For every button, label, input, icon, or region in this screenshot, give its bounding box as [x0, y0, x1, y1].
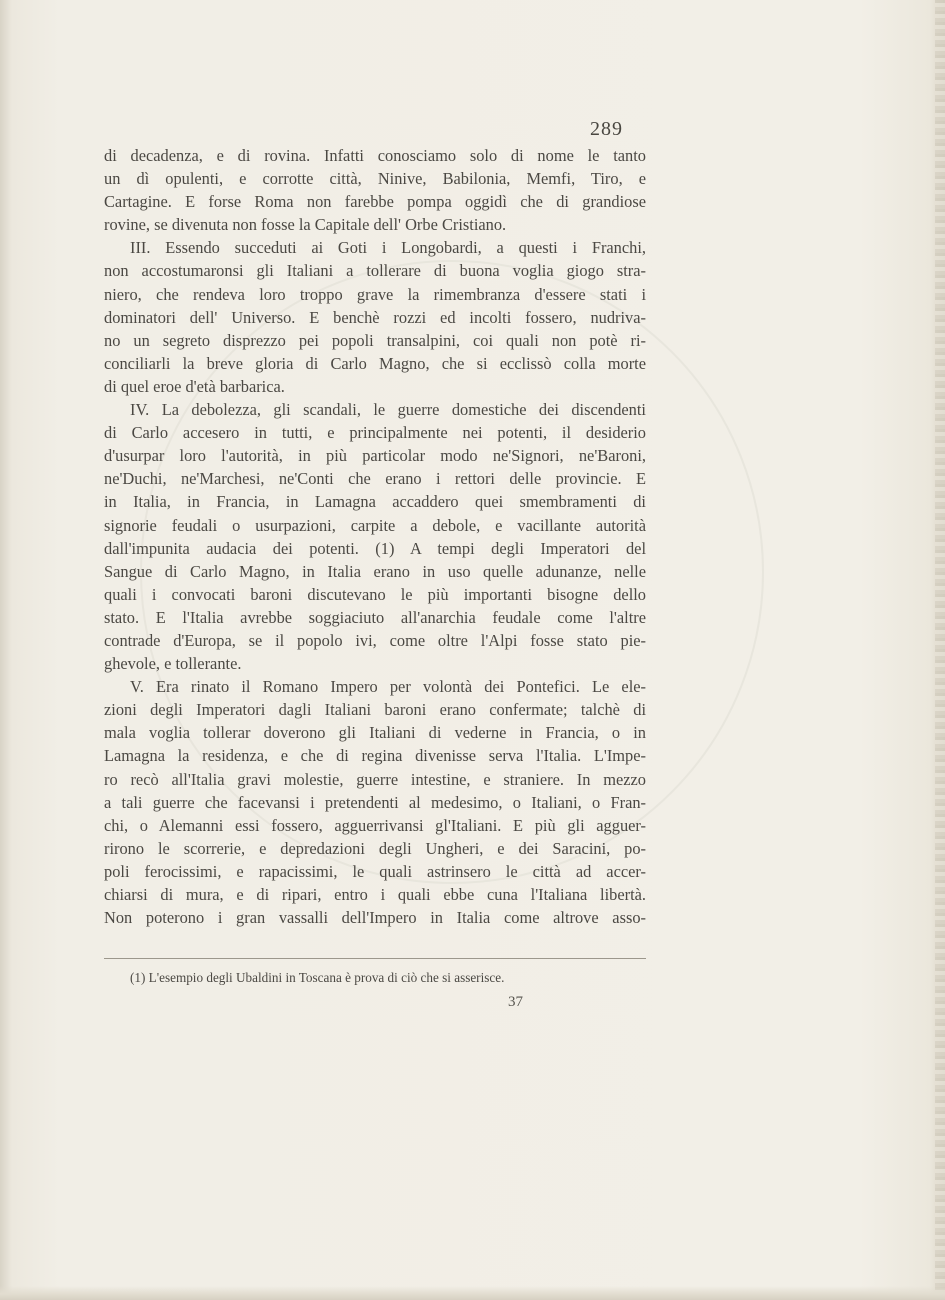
footnote: (1) L'esempio degli Ubaldini in Toscana è prova di ciò che si asserisce.	[130, 970, 505, 985]
text-line: ghevole, e tollerante.	[104, 654, 242, 674]
text-line: rovine, se divenuta non fosse la Capitale dell' Orbe Cristiano.	[104, 215, 507, 235]
text-line: Cartagine. E forse Roma non farebbe pompa oggidì che di grandiose	[104, 192, 646, 212]
footnote-rule	[104, 958, 646, 959]
page-edge-right	[935, 0, 945, 1300]
text-line: zioni degli Imperatori dagli Italiani baroni erano confermate; talchè di	[104, 700, 646, 720]
paragraph-start-line: V. Era rinato il Romano Impero per volontà dei Pontefici. Le ele-	[130, 677, 646, 697]
text-line: quali i convocati baroni discutevano le più importanti bisogne dello	[104, 584, 646, 604]
text-line: Non poterono i gran vassalli dell'Impero in Italia come altrove asso-	[104, 908, 646, 928]
text-line: contrade d'Europa, se il popolo ivi, come oltre l'Alpi fosse stato pie-	[104, 630, 646, 650]
page-number: 289	[590, 118, 623, 140]
text-line: stato. E l'Italia avrebbe soggiaciuto all'anarchia feudale come l'altre	[104, 607, 646, 627]
text-line: Lamagna la residenza, e che di regina divenisse serva l'Italia. L'Impe-	[104, 746, 646, 766]
text-line: no un segreto disprezzo pei popoli transalpini, coi quali non potè ri-	[104, 330, 646, 350]
paragraph-start-line: III. Essendo succeduti ai Goti i Longobardi, a questi i Franchi,	[130, 238, 646, 258]
text-line: signorie feudali o usurpazioni, carpite a debole, e vacillante autorità	[104, 515, 646, 535]
text-line: niero, che rendeva loro troppo grave la rimembranza d'essere stati i	[104, 284, 646, 304]
text-line: un dì opulenti, e corrotte città, Ninive, Babilonia, Memfi, Tiro, e	[104, 169, 646, 189]
body-text	[104, 144, 646, 929]
text-line: non accostumaronsi gli Italiani a tollerare di buona voglia giogo stra-	[104, 261, 646, 281]
page-edge-bottom	[0, 1286, 945, 1300]
text-line: di quel eroe d'età barbarica.	[104, 376, 285, 396]
text-line: di decadenza, e di rovina. Infatti conosciamo solo di nome le tanto	[104, 146, 646, 165]
text-line: ro recò all'Italia gravi molestie, guerre intestine, e straniere. In mezzo	[104, 769, 646, 789]
text-line: mala voglia tollerar doverono gli Italiani di vederne in Francia, o in	[104, 723, 646, 743]
text-line: a tali guerre che facevansi i pretendenti al medesimo, o Italiani, o Fran-	[104, 792, 646, 812]
signature-mark: 37	[508, 994, 523, 1010]
text-line: dominatori dell' Universo. E benchè rozzi ed incolti fossero, nudriva-	[104, 307, 646, 327]
text-line: conciliarli la breve gloria di Carlo Magno, che si ecclissò colla morte	[104, 353, 646, 373]
text-line: Sangue di Carlo Magno, in Italia erano in uso quelle adunanze, nelle	[104, 561, 646, 581]
text-line: d'usurpar loro l'autorità, in più particolar modo ne'Signori, ne'Baroni,	[104, 446, 646, 466]
text-line: chiarsi di mura, e di ripari, entro i quali ebbe cuna l'Italiana libertà.	[104, 885, 646, 904]
paragraph-start-line: IV. La debolezza, gli scandali, le guerre domestiche dei discendenti	[130, 400, 646, 420]
text-line: poli ferocissimi, e rapacissimi, le quali astrinsero le città ad accer-	[104, 861, 646, 881]
text-line: di Carlo accesero in tutti, e principalmente nei potenti, il desiderio	[104, 423, 646, 443]
text-line: rirono le scorrerie, e depredazioni degli Ungheri, e dei Saracini, po-	[104, 838, 646, 858]
text-line: dall'impunita audacia dei potenti. (1) A tempi degli Imperatori del	[104, 538, 646, 558]
text-line: in Italia, in Francia, in Lamagna accaddero quei smembramenti di	[104, 492, 646, 512]
text-line: ne'Duchi, ne'Marchesi, ne'Conti che erano i rettori delle provincie. E	[104, 469, 646, 489]
text-line: chi, o Alemanni essi fossero, agguerrivansi gl'Italiani. E più gli agguer-	[104, 815, 646, 835]
